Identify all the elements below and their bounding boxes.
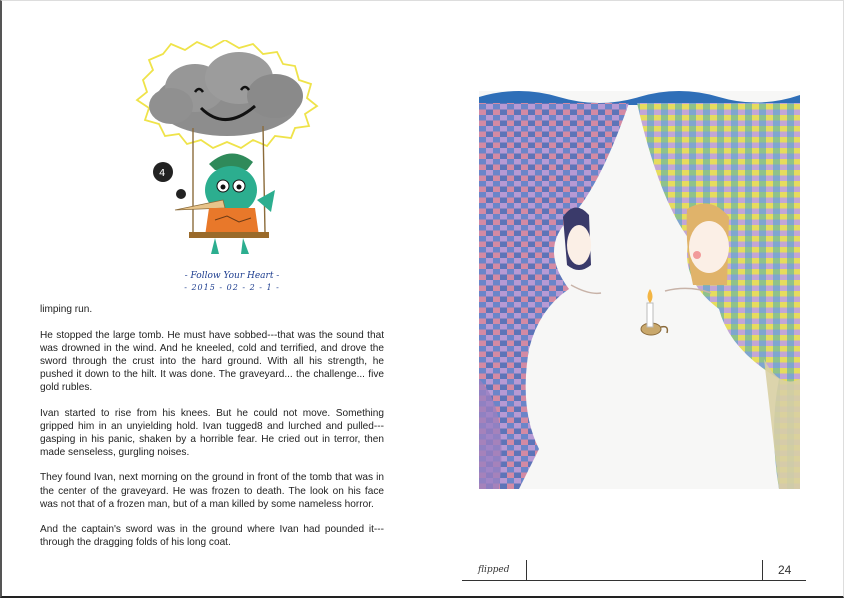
quilt-illustration	[479, 49, 800, 489]
paragraph: He stopped the large tomb. He must have sobbed---that was the sound that was drowned in the wind. And he kneeled, cold and terrified, and drove the sword through the crust into the hard ground. With all his strength, he pushed it down to the hilt. It was done. The graveyard... the challenge... five gold rubles.	[40, 329, 384, 393]
footer-rule	[462, 580, 806, 581]
paragraph: They found Ivan, next morning on the ground in front of the tomb that was in the center of the graveyard. He was frozen to death. The look on his face was not that of a frozen man, but of a man killed by some nameless horror.	[40, 472, 384, 510]
footer-divider	[762, 560, 763, 581]
paragraph: limping run.	[40, 304, 93, 315]
signature-line1: - Follow Your Heart -	[184, 271, 280, 281]
svg-text:4: 4	[159, 168, 166, 179]
cloud-icon	[149, 52, 303, 136]
body-text	[40, 303, 384, 562]
right-page	[423, 0, 846, 600]
footer-divider	[526, 560, 527, 581]
paragraph: And the captain's sword was in the ground where Ivan had pounded it---through the dragging folds of his long coat.	[40, 524, 384, 549]
left-page	[0, 0, 420, 600]
cloud-swing-sketch	[135, 40, 320, 305]
signature	[172, 271, 292, 293]
signature-date: - 2015 - 02 - 2 - 1 -	[184, 283, 280, 292]
page-number: 24	[778, 563, 792, 577]
footer-label: flipped	[478, 565, 510, 575]
bird-on-swing-icon	[153, 153, 275, 254]
paragraph: Ivan started to rise from his knees. But he could not move. Something gripped him in an unyielding hold. Ivan tugged8 and lurched and pulled---gasping in his panic, shaken by a horrible fear. He cried out in terror, then made senseless, gurgling noises.	[40, 407, 384, 458]
